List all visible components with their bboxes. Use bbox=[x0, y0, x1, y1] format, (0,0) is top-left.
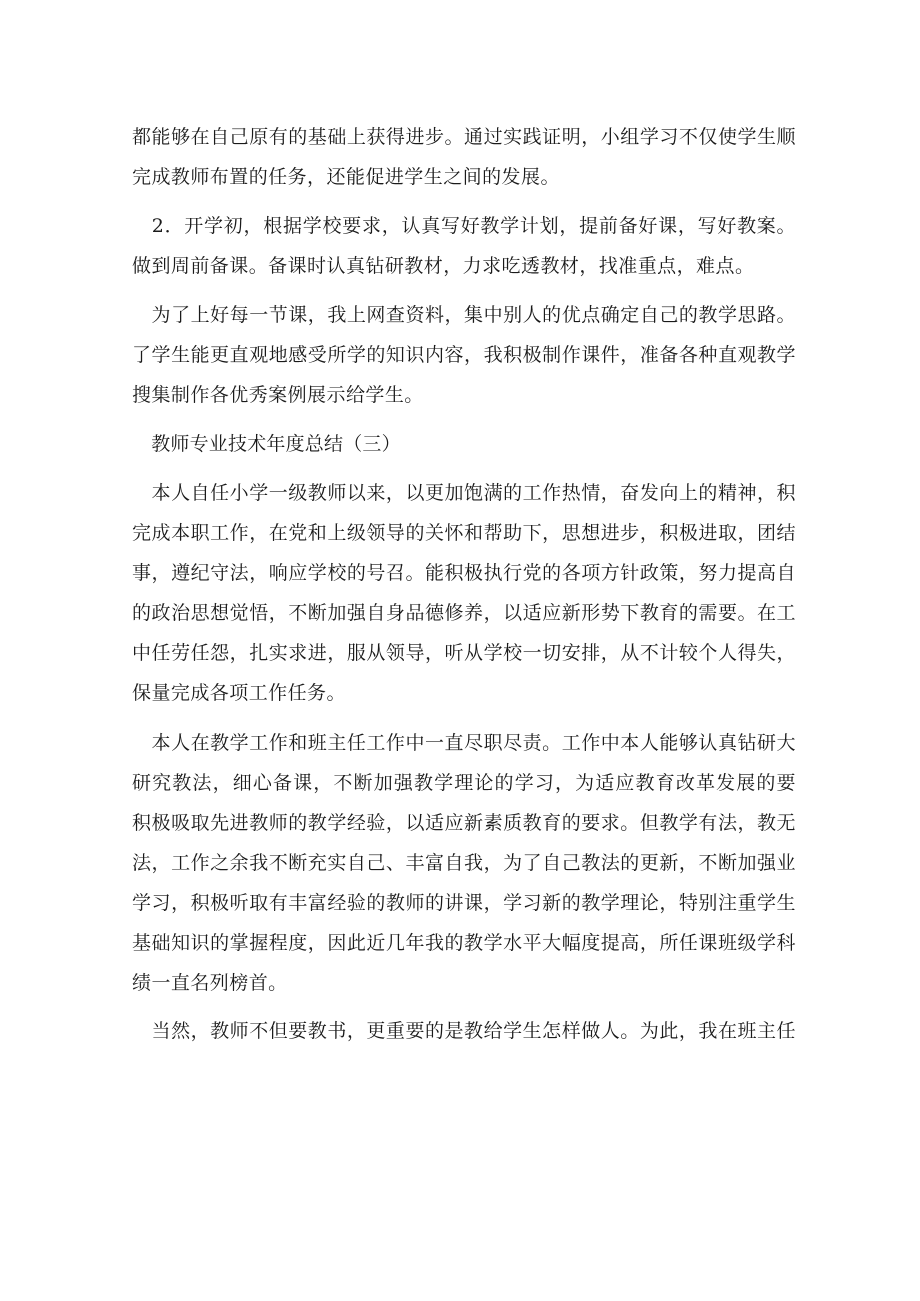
paragraph-line: 完成教师布置的任务，还能促进学生之间的发展。 bbox=[132, 166, 560, 188]
paragraph-line: 中任劳任怨，扎实求进，服从领导，听从学校一切安排，从不计较个人得失， bbox=[132, 642, 796, 664]
paragraph-line: 当然，教师不但要教书，更重要的是教给学生怎样做人。为此，我在班主任 bbox=[151, 1020, 796, 1042]
paragraph-line: 做到周前备课。备课时认真钻研教材，力求吃透教材，找准重点，难点。 bbox=[132, 255, 755, 277]
paragraph-4 bbox=[132, 473, 796, 713]
paragraph-line: 2．开学初，根据学校要求，认真写好教学计划，提前备好课，写好教案。 bbox=[151, 215, 796, 237]
paragraph-line: 保量完成各项工作任务。 bbox=[132, 682, 346, 704]
paragraph-line: 绩一直名列榜首。 bbox=[132, 972, 288, 994]
paragraph-line: 的政治思想觉悟，不断加强自身品德修养，以适应新形势下教育的需要。在工 bbox=[132, 602, 796, 624]
section-heading bbox=[132, 424, 796, 464]
paragraph-line: 本人在教学工作和班主任工作中一直尽职尽责。工作中本人能够认真钻研大 bbox=[151, 732, 796, 754]
paragraph-3 bbox=[132, 295, 796, 415]
document-body bbox=[132, 117, 796, 1051]
paragraph-line: 事，遵纪守法，响应学校的号召。能积极执行党的各项方针政策，努力提高自 bbox=[132, 562, 796, 584]
paragraph-line: 法，工作之余我不断充实自己、丰富自我，为了自己教法的更新，不断加强业 bbox=[132, 852, 796, 874]
paragraph-line: 完成本职工作，在党和上级领导的关怀和帮助下，思想进步，积极进取，团结 bbox=[132, 522, 796, 544]
paragraph-line: 了学生能更直观地感受所学的知识内容，我积极制作课件，准备各种直观教学 bbox=[132, 344, 796, 366]
paragraph-line: 搜集制作各优秀案例展示给学生。 bbox=[132, 384, 424, 406]
paragraph-line: 积极吸取先进教师的教学经验，以适应新素质教育的要求。但教学有法，教无 bbox=[132, 812, 796, 834]
paragraph-line: 研究教法，细心备课，不断加强教学理论的学习，为适应教育改革发展的要 bbox=[132, 772, 796, 794]
paragraph-line: 都能够在自己原有的基础上获得进步。通过实践证明，小组学习不仅使学生顺 bbox=[132, 126, 796, 148]
paragraph-line: 基础知识的掌握程度，因此近几年我的教学水平大幅度提高，所任课班级学科 bbox=[132, 932, 796, 954]
paragraph-2 bbox=[132, 206, 796, 286]
paragraph-line: 本人自任小学一级教师以来，以更加饱满的工作热情，奋发向上的精神，积 bbox=[151, 482, 796, 504]
paragraph-1 bbox=[132, 117, 796, 197]
paragraph-6 bbox=[132, 1011, 796, 1051]
paragraph-5 bbox=[132, 723, 796, 1003]
section-heading-text: 教师专业技术年度总结（三） bbox=[132, 433, 401, 455]
paragraph-line: 为了上好每一节课，我上网查资料，集中别人的优点确定自己的教学思路。 bbox=[151, 304, 796, 326]
paragraph-line: 学习，积极听取有丰富经验的教师的讲课，学习新的教学理论，特别注重学生 bbox=[132, 892, 796, 914]
